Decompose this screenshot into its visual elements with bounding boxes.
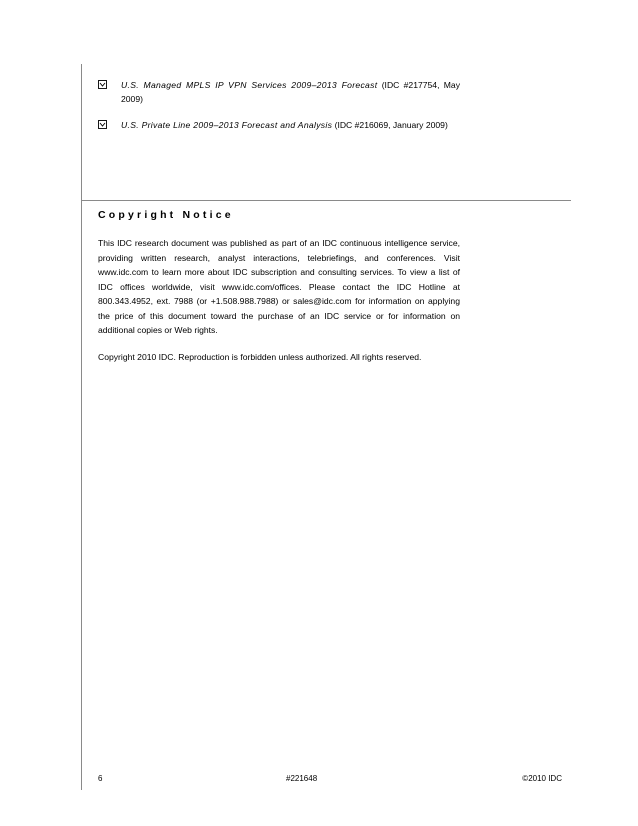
section-divider	[81, 200, 571, 201]
page-number: 6	[98, 774, 103, 783]
copyright-notice-body	[98, 236, 460, 376]
checkbox-arrow-icon	[98, 120, 107, 129]
reference-title: U.S. Private Line 2009–2013 Forecast and Analysis	[121, 120, 333, 130]
document-id: #221648	[286, 774, 318, 783]
copyright-notice-heading: Copyright Notice	[98, 209, 234, 221]
reference-title: U.S. Managed MPLS IP VPN Services 2009–2013 Forecast	[121, 80, 378, 90]
list-item	[98, 78, 460, 106]
footer-copyright: ©2010 IDC	[522, 774, 562, 783]
reference-details: (IDC #217754, May 2009)	[121, 80, 460, 104]
reference-details: (IDC #216069, January 2009)	[332, 120, 448, 130]
checkbox-arrow-icon	[98, 80, 107, 89]
list-item	[98, 118, 460, 132]
copyright-statement: Copyright 2010 IDC. Reproduction is forbidden unless authorized. All rights reserved.	[98, 351, 422, 362]
left-margin-rule	[81, 64, 82, 790]
notice-paragraph: This IDC research document was published as part of an IDC continuous intelligence service, providing written research, analyst interactions, telebriefings, and conferences. Visit www.idc.com to learn more about IDC subscription and consulting services. To view a list of IDC offices worldwide, visit www.idc.com/offices. Please contact the IDC Hotline at 800.343.4952, ext. 7988 (or +1.508.988.7988) or sales@idc.com for information on applying the price of this document toward the purchase of an IDC service or for information on additional copies or Web rights.	[98, 238, 460, 335]
page-footer	[98, 774, 562, 786]
related-research-list	[98, 78, 460, 144]
